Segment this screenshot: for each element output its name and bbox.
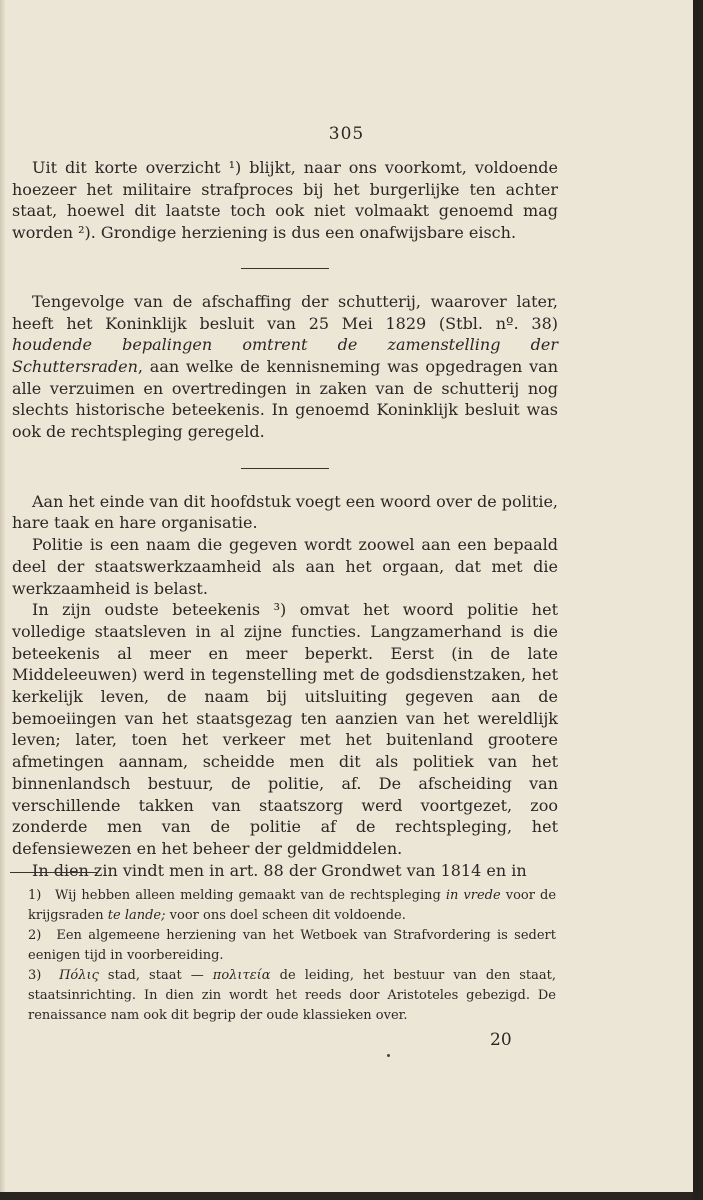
section-divider [241, 468, 329, 469]
paragraph-2-italic-title: houdende bepalingen omtrent de zamenstelling der Schuttersraden [12, 335, 558, 376]
footnote-1-number: 1) [28, 888, 42, 903]
section-divider [241, 268, 329, 269]
footnote-3-greek-politeia: πολιτεία [212, 968, 271, 983]
paragraph-6: In dien zin vindt men in art. 88 der Grondwet van 1814 en in [32, 860, 527, 880]
footnote-3-number: 3) [28, 968, 42, 983]
footnote-2-text: Een algemeene herziening van het Wetboek van Strafvordering is sedert eenigen tijd in voorbereiding. [28, 928, 556, 963]
footnote-1-text-a: Wij hebben alleen melding gemaakt van de rechtspleging [55, 888, 441, 903]
page-spine-shadow [0, 0, 6, 1192]
paragraph-5: In zijn oudste beteekenis ³) omvat het woord politie het volledige staatsleven in al zijne functies. Langzamerhand is die beteekenis al meer en meer beperkt. Eerst (in de late Middeleeuwen) werd in tegenstelling met de godsdienstzaken, het kerkelijk leven, de naam bij uitsluiting gegeven aan de bemoeiingen van het staatsgezag ten aanzien van het wereldlijk leven; later, toen het verkeer met het buitenland grootere afmetingen aannam, scheidde men dit als politiek van het binnenlandsch bestuur, de politie, af. De afscheiding van verschillende takken van staatszorg werd voortgezet, zoo zonderde men van de politie af de rechtspleging, het defensiewezen en het beheer der geldmiddelen. [12, 600, 558, 858]
footnote-3 [8, 966, 556, 1026]
footnote-3-text-b: de leiding, het bestuur van den staat, staatsinrichting. In dien zin wordt het reeds door Aristoteles gebezigd. De renaissance nam ook dit begrip der oude klassieken over. [28, 968, 557, 1023]
page-number: 305 [328, 124, 365, 144]
footnote-1-italic-b: te lande; [107, 908, 166, 923]
paragraph-2-part-c: , aan welke de kennisneming was opgedragen van alle verzuimen en overtredingen in zaken van de schutterij nog slechts historische beteekenis. In genoemd Koninklijk besluit was ook de rechtspleging geregeld. [12, 356, 558, 442]
footnote-rule [10, 872, 98, 873]
paragraph-2 [12, 291, 558, 443]
footnote-2 [8, 926, 556, 966]
footnote-1 [8, 886, 556, 926]
footnote-1-text-c: voor ons doel scheen dit voldoende. [169, 908, 406, 923]
paragraph-1: Uit dit korte overzicht ¹) blijkt, naar ons voorkomt, voldoende hoezeer het militaire strafproces bij het burgerlijke ten achter staat, hoewel dit laatste toch ook niet volmaakt genoemd mag worden ²). Grondige herziening is dus een onafwijsbare eisch. [12, 158, 558, 243]
footnote-3-text-a: stad, staat — [107, 968, 204, 983]
footnote-1-italic-a: in vrede [445, 888, 501, 903]
footnotes [8, 886, 556, 1026]
paragraph-2-part-a: Tengevolge van de afschaffing der schutterij, waarover later, heeft het Koninklijk besluit van 25 Mei 1829 (Stbl. nº. 38) [12, 291, 558, 333]
footnote-1-text-b: voor de krijgsraden [28, 888, 557, 923]
signature-mark: 20 [490, 1030, 512, 1050]
footnote-3-greek-polis: Πόλις [59, 968, 99, 983]
paragraph-3: Aan het einde van dit hoofdstuk voegt een woord over de politie, hare taak en hare organisatie. [12, 491, 558, 533]
footnote-2-number: 2) [28, 928, 42, 943]
page-edge-shadow [693, 0, 703, 1200]
ink-speck [387, 1054, 390, 1057]
body-text [12, 157, 558, 881]
paragraph-4: Politie is een naam die gegeven wordt zoowel aan een bepaald deel der staatswerkzaamheid als aan het orgaan, dat met die werkzaamheid is belast. [12, 535, 558, 598]
